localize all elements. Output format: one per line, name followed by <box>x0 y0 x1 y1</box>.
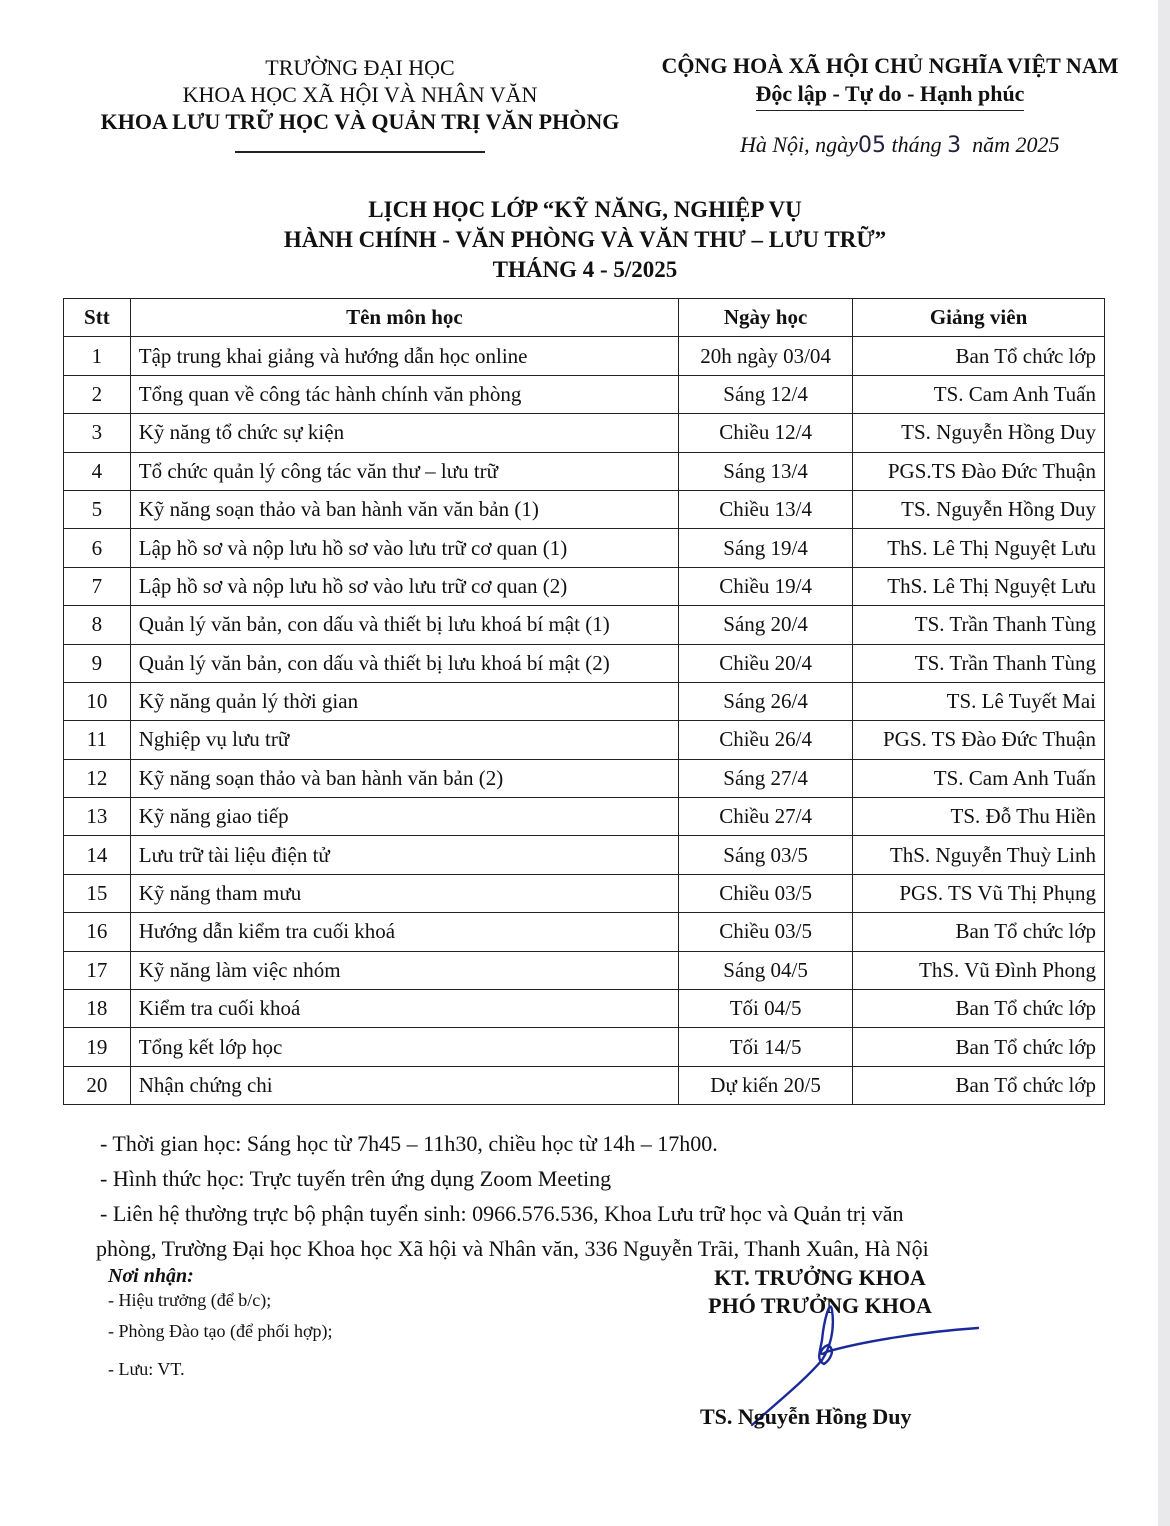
cell-stt: 20 <box>64 1066 131 1104</box>
cell-date: Chiều 26/4 <box>679 721 853 759</box>
note-contact: - Liên hệ thường trực bộ phận tuyển sinh: 0966.576.536, Khoa Lưu trữ học và Quản trị văn <box>100 1201 904 1226</box>
title-line-1: LỊCH HỌC LỚP “KỸ NĂNG, NGHIỆP VỤ <box>368 197 802 222</box>
cell-lecturer: PGS.TS Đào Đức Thuận <box>853 452 1105 490</box>
cell-lecturer: ThS. Lê Thị Nguyệt Lưu <box>853 567 1105 605</box>
cell-date: Sáng 04/5 <box>679 951 853 989</box>
recipient-item: - Lưu: VT. <box>108 1359 185 1379</box>
date-year: năm 2025 <box>972 132 1060 157</box>
header-date: Ngày học <box>679 299 853 337</box>
note-time: - Thời gian học: Sáng học từ 7h45 – 11h30, chiều học từ 14h – 17h00. <box>100 1131 718 1156</box>
date-day: 05 <box>857 133 886 158</box>
recipient-item: - Hiệu trưởng (để b/c); <box>108 1290 272 1310</box>
cell-subject: Kỹ năng soạn thảo và ban hành văn bản (2) <box>130 759 678 797</box>
cell-subject: Kỹ năng giao tiếp <box>130 798 678 836</box>
recipients-heading: Nơi nhận: <box>108 1265 194 1287</box>
table-row <box>64 913 1105 951</box>
cell-subject: Tổng kết lớp học <box>130 1028 678 1066</box>
university-name-line: KHOA HỌC XÃ HỘI VÀ NHÂN VĂN <box>182 82 538 107</box>
table-row <box>64 759 1105 797</box>
recipient-item: - Phòng Đào tạo (để phối hợp); <box>108 1321 333 1341</box>
table-row <box>64 1028 1105 1066</box>
header-lecturer: Giảng viên <box>853 299 1105 337</box>
cell-lecturer: Ban Tổ chức lớp <box>853 1028 1105 1066</box>
notes-section <box>96 1126 1060 1266</box>
cell-stt: 16 <box>64 913 131 951</box>
document-title <box>0 195 1170 285</box>
cell-date: Chiều 03/5 <box>679 874 853 912</box>
cell-date: Sáng 03/5 <box>679 836 853 874</box>
cell-subject: Hướng dẫn kiểm tra cuối khoá <box>130 913 678 951</box>
note-format: - Hình thức học: Trực tuyến trên ứng dụng Zoom Meeting <box>100 1166 612 1191</box>
cell-date: Tối 14/5 <box>679 1028 853 1066</box>
cell-stt: 12 <box>64 759 131 797</box>
cell-subject: Kỹ năng tổ chức sự kiện <box>130 414 678 452</box>
table-row <box>64 606 1105 644</box>
cell-subject: Kỹ năng tham mưu <box>130 874 678 912</box>
cell-stt: 13 <box>64 798 131 836</box>
cell-subject: Lập hồ sơ và nộp lưu hồ sơ vào lưu trữ cơ quan (1) <box>130 529 678 567</box>
table-row <box>64 337 1105 375</box>
faculty-name: KHOA LƯU TRỮ HỌC VÀ QUẢN TRỊ VĂN PHÒNG <box>100 109 620 134</box>
cell-lecturer: ThS. Vũ Đình Phong <box>853 951 1105 989</box>
cell-stt: 14 <box>64 836 131 874</box>
cell-stt: 6 <box>64 529 131 567</box>
cell-subject: Tập trung khai giảng và hướng dẫn học online <box>130 337 678 375</box>
cell-stt: 10 <box>64 682 131 720</box>
national-header <box>650 52 1130 111</box>
note-contact-cont: phòng, Trường Đại học Khoa học Xã hội và Nhân văn, 336 Nguyễn Trãi, Thanh Xuân, Hà Nội <box>96 1236 929 1261</box>
institution-header <box>60 54 660 153</box>
cell-lecturer: Ban Tổ chức lớp <box>853 990 1105 1028</box>
cell-subject: Kỹ năng quản lý thời gian <box>130 682 678 720</box>
cell-date: Sáng 12/4 <box>679 375 853 413</box>
university-line: TRƯỜNG ĐẠI HỌC <box>265 55 455 80</box>
cell-stt: 15 <box>64 874 131 912</box>
signer-name: TS. Nguyễn Hồng Duy <box>700 1404 912 1429</box>
cell-stt: 4 <box>64 452 131 490</box>
cell-date: Sáng 20/4 <box>679 606 853 644</box>
date-month-label: tháng <box>891 132 942 157</box>
cell-date: Chiều 03/5 <box>679 913 853 951</box>
table-row <box>64 836 1105 874</box>
cell-date: Sáng 13/4 <box>679 452 853 490</box>
cell-stt: 7 <box>64 567 131 605</box>
cell-stt: 9 <box>64 644 131 682</box>
cell-lecturer: TS. Đỗ Thu Hiền <box>853 798 1105 836</box>
cell-lecturer: ThS. Lê Thị Nguyệt Lưu <box>853 529 1105 567</box>
cell-stt: 11 <box>64 721 131 759</box>
cell-lecturer: TS. Cam Anh Tuấn <box>853 375 1105 413</box>
cell-subject: Lập hồ sơ và nộp lưu hồ sơ vào lưu trữ cơ quan (2) <box>130 567 678 605</box>
cell-date: Chiều 20/4 <box>679 644 853 682</box>
header-stt: Stt <box>64 299 131 337</box>
cell-date: Chiều 12/4 <box>679 414 853 452</box>
cell-subject: Tổng quan về công tác hành chính văn phòng <box>130 375 678 413</box>
cell-subject: Nhận chứng chi <box>130 1066 678 1104</box>
table-row <box>64 414 1105 452</box>
signature-title-line-1: KT. TRƯỞNG KHOA <box>714 1265 926 1290</box>
recipients <box>108 1264 332 1388</box>
table-header-row <box>64 299 1105 337</box>
cell-stt: 1 <box>64 337 131 375</box>
cell-stt: 5 <box>64 490 131 528</box>
cell-subject: Tổ chức quản lý công tác văn thư – lưu trữ <box>130 452 678 490</box>
cell-lecturer: TS. Lê Tuyết Mai <box>853 682 1105 720</box>
table-row <box>64 452 1105 490</box>
cell-date: Sáng 26/4 <box>679 682 853 720</box>
cell-lecturer: TS. Trần Thanh Tùng <box>853 606 1105 644</box>
cell-subject: Kỹ năng soạn thảo và ban hành văn văn bản (1) <box>130 490 678 528</box>
cell-stt: 17 <box>64 951 131 989</box>
table-row <box>64 951 1105 989</box>
cell-lecturer: PGS. TS Đào Đức Thuận <box>853 721 1105 759</box>
table-row <box>64 874 1105 912</box>
table-row <box>64 1066 1105 1104</box>
cell-date: Sáng 19/4 <box>679 529 853 567</box>
cell-stt: 19 <box>64 1028 131 1066</box>
document-date <box>740 132 1059 158</box>
cell-lecturer: TS. Nguyễn Hồng Duy <box>853 414 1105 452</box>
cell-lecturer: Ban Tổ chức lớp <box>853 913 1105 951</box>
schedule-table <box>63 298 1105 1105</box>
cell-subject: Kỹ năng làm việc nhóm <box>130 951 678 989</box>
cell-lecturer: PGS. TS Vũ Thị Phụng <box>853 874 1105 912</box>
cell-subject: Nghiệp vụ lưu trữ <box>130 721 678 759</box>
cell-stt: 18 <box>64 990 131 1028</box>
cell-lecturer: TS. Cam Anh Tuấn <box>853 759 1105 797</box>
cell-stt: 3 <box>64 414 131 452</box>
table-row <box>64 490 1105 528</box>
cell-lecturer: Ban Tổ chức lớp <box>853 1066 1105 1104</box>
table-row <box>64 529 1105 567</box>
cell-stt: 2 <box>64 375 131 413</box>
cell-subject: Kiểm tra cuối khoá <box>130 990 678 1028</box>
cell-subject: Quản lý văn bản, con dấu và thiết bị lưu khoá bí mật (1) <box>130 606 678 644</box>
table-row <box>64 798 1105 836</box>
table-row <box>64 682 1105 720</box>
header-subject: Tên môn học <box>130 299 678 337</box>
cell-subject: Lưu trữ tài liệu điện tử <box>130 836 678 874</box>
header-divider <box>235 151 485 153</box>
date-month: 3 <box>947 133 962 158</box>
table-row <box>64 721 1105 759</box>
signature-title-line-2: PHÓ TRƯỞNG KHOA <box>708 1293 932 1318</box>
cell-date: Dự kiến 20/5 <box>679 1066 853 1104</box>
country-name: CỘNG HOÀ XÃ HỘI CHỦ NGHĨA VIỆT NAM <box>661 53 1119 78</box>
cell-lecturer: ThS. Nguyễn Thuỳ Linh <box>853 836 1105 874</box>
cell-date: 20h ngày 03/04 <box>679 337 853 375</box>
cell-stt: 8 <box>64 606 131 644</box>
national-motto: Độc lập - Tự do - Hạnh phúc <box>756 80 1025 111</box>
table-row <box>64 375 1105 413</box>
title-line-2: HÀNH CHÍNH - VĂN PHÒNG VÀ VĂN THƯ – LƯU TRỮ” <box>283 227 887 252</box>
table-row <box>64 644 1105 682</box>
title-line-3: THÁNG 4 - 5/2025 <box>492 257 678 282</box>
cell-date: Chiều 27/4 <box>679 798 853 836</box>
cell-subject: Quản lý văn bản, con dấu và thiết bị lưu khoá bí mật (2) <box>130 644 678 682</box>
cell-date: Tối 04/5 <box>679 990 853 1028</box>
cell-lecturer: Ban Tổ chức lớp <box>853 337 1105 375</box>
cell-lecturer: TS. Trần Thanh Tùng <box>853 644 1105 682</box>
cell-date: Sáng 27/4 <box>679 759 853 797</box>
table-row <box>64 567 1105 605</box>
cell-date: Chiều 13/4 <box>679 490 853 528</box>
table-row <box>64 990 1105 1028</box>
cell-lecturer: TS. Nguyễn Hồng Duy <box>853 490 1105 528</box>
cell-date: Chiều 19/4 <box>679 567 853 605</box>
date-prefix: Hà Nội, ngày <box>740 132 858 157</box>
